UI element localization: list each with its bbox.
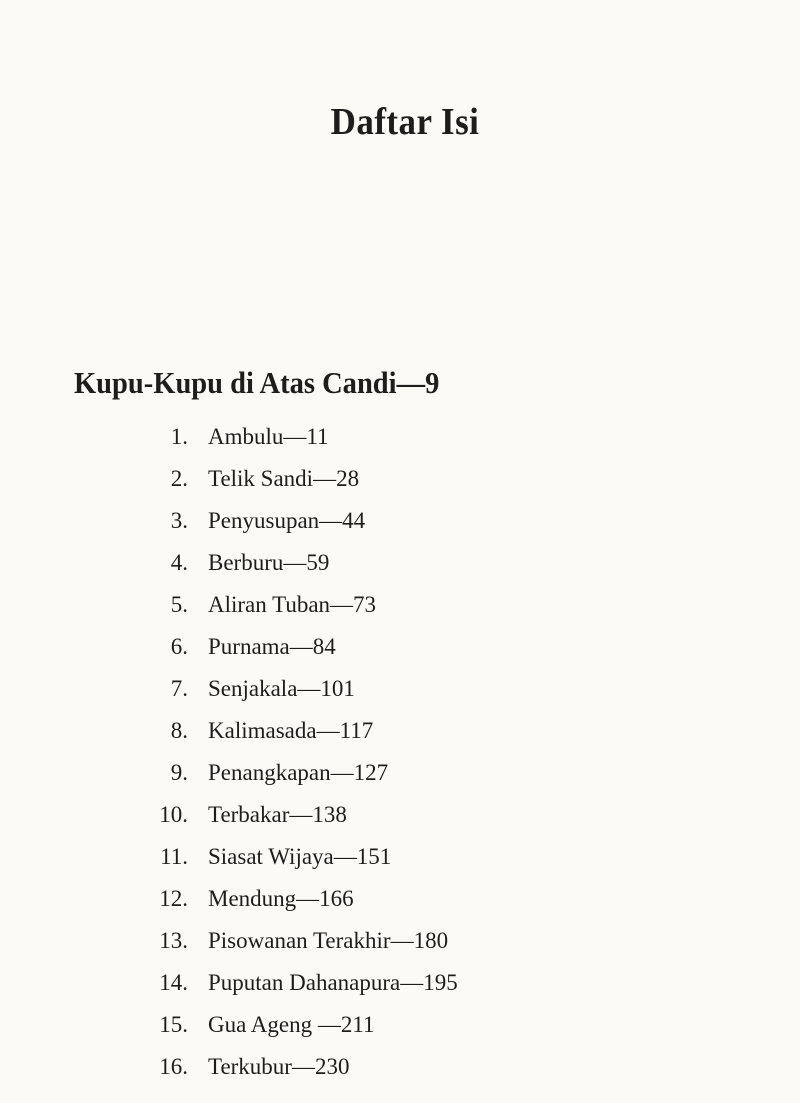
toc-entry-number: 10.	[159, 802, 188, 827]
page-title: Daftar Isi	[330, 101, 480, 143]
toc-entry-number: 1.	[170, 424, 188, 449]
toc-entry-number: 14.	[159, 970, 188, 995]
toc-entry-title: Penyusupan—44	[208, 508, 366, 533]
toc-entry-number: 2.	[170, 466, 188, 491]
toc-entry-number: 4.	[170, 550, 188, 575]
toc-entry	[0, 964, 800, 1006]
toc-entry-title: Senjakala—101	[208, 676, 355, 701]
toc-entry-title: Terkubur—230	[208, 1054, 350, 1079]
toc-entry-number: 5.	[170, 592, 188, 617]
toc-entry-title: Siasat Wijaya—151	[208, 844, 392, 869]
toc-entry	[0, 544, 800, 586]
toc-entry	[0, 628, 800, 670]
toc-entry-number: 16.	[159, 1054, 188, 1079]
toc-entry	[0, 1048, 800, 1090]
toc-entry-title: Ambulu—11	[208, 424, 329, 449]
toc-entry-number: 15.	[159, 1012, 188, 1037]
toc-list	[0, 418, 800, 1090]
toc-entry	[0, 586, 800, 628]
toc-entry	[0, 754, 800, 796]
toc-entry-title: Terbakar—138	[208, 802, 347, 827]
toc-entry	[0, 418, 800, 460]
toc-entry-title: Berburu—59	[208, 550, 330, 575]
toc-entry	[0, 460, 800, 502]
toc-entry-number: 9.	[170, 760, 188, 785]
toc-entry-title: Purnama—84	[208, 634, 336, 659]
toc-entry	[0, 502, 800, 544]
toc-entry-title: Mendung—166	[208, 886, 354, 911]
part-title: Kupu-Kupu di Atas Candi—9	[74, 365, 440, 400]
toc-entry-number: 3.	[170, 508, 188, 533]
toc-entry	[0, 670, 800, 712]
toc-entry-title: Kalimasada—117	[208, 718, 374, 743]
toc-entry-number: 11.	[160, 844, 188, 869]
toc-entry	[0, 880, 800, 922]
toc-entry-number: 8.	[170, 718, 188, 743]
toc-entry	[0, 922, 800, 964]
toc-entry	[0, 838, 800, 880]
toc-entry	[0, 796, 800, 838]
toc-entry-title: Pisowanan Terakhir—180	[208, 928, 449, 953]
toc-entry	[0, 1006, 800, 1048]
toc-entry-title: Telik Sandi—28	[208, 466, 360, 491]
toc-entry-title: Aliran Tuban—73	[208, 592, 377, 617]
toc-entry-number: 12.	[159, 886, 188, 911]
toc-entry-number: 7.	[170, 676, 188, 701]
toc-entry-title: Penangkapan—127	[208, 760, 389, 785]
toc-entry-number: 6.	[170, 634, 188, 659]
toc-entry-title: Puputan Dahanapura—195	[208, 970, 458, 995]
toc-entry	[0, 712, 800, 754]
toc-entry-number: 13.	[159, 928, 188, 953]
toc-entry-title: Gua Ageng —211	[208, 1012, 375, 1037]
